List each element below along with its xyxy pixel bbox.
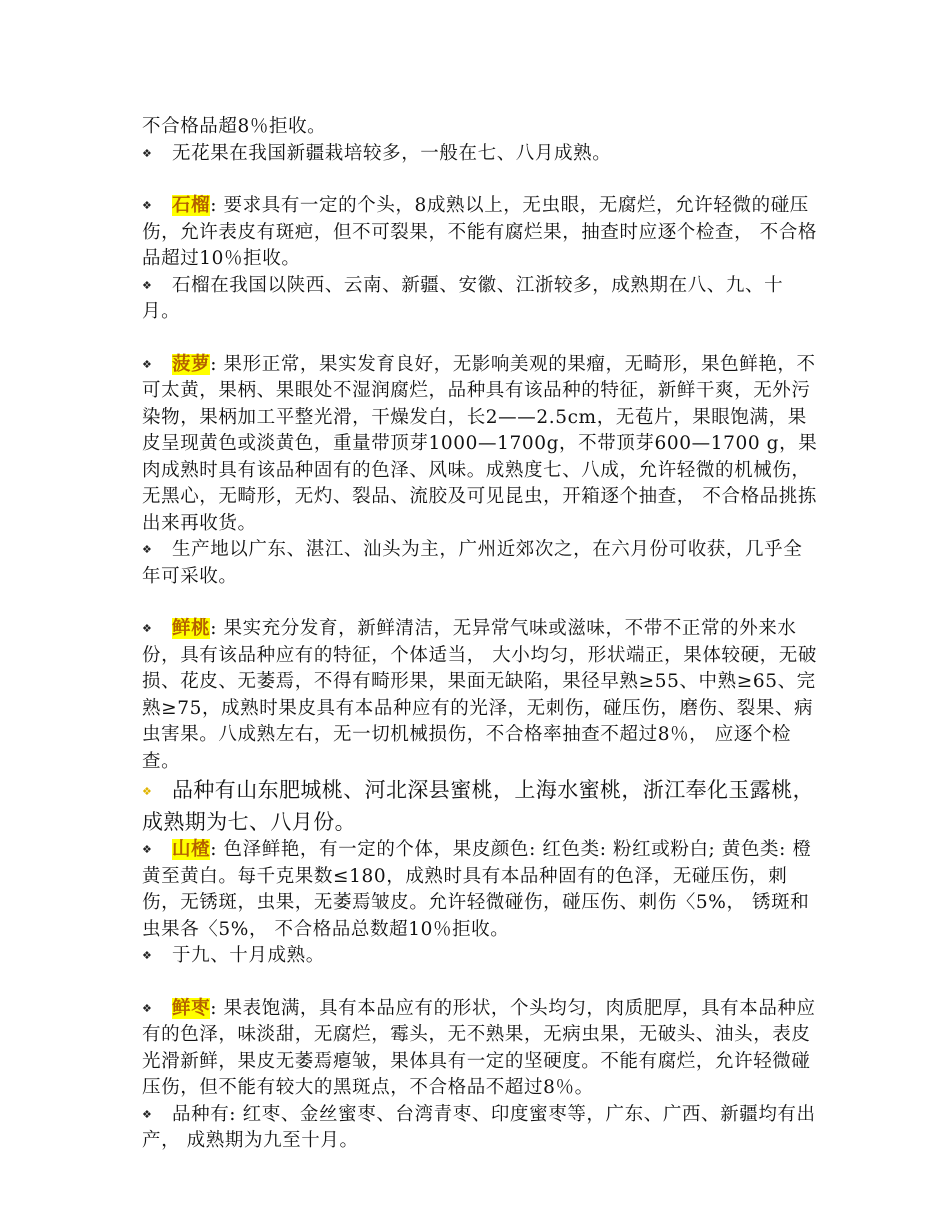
diamond-bullet-icon: ❖	[142, 785, 153, 798]
paragraph-fig-reject-note	[142, 114, 818, 141]
fruit-term-pineapple: 菠萝	[172, 353, 211, 375]
paragraph-text: : 果实充分发育，新鲜清洁，无异常气味或滋味，不带不正常的外来水份，具有该品种应有的特征，个体适当， 大小均匀，形状端正，果体较硬，无破损、花皮、无萎焉，不得有畸形果，果面无缺陷，果径早熟≥55、中熟≥65、完熟≥75，成熟时果皮具有本品种应有的光泽，无刺伤，碰压伤，磨伤、裂果、病虫害果。八成熟左右，无一切机械损伤，不合格率抽查不超过8％， 应逐个检查。	[142, 618, 817, 772]
diamond-bullet-icon: ❖	[142, 278, 153, 292]
diamond-bullet-icon: ❖	[142, 622, 153, 635]
paragraph-hawthorn-spec	[142, 837, 818, 943]
paragraph-text: : 色泽鲜艳，有一定的个体，果皮颜色: 红色类: 粉红或粉白; 黄色类: 橙黄至黄白。每千克果数≤180，成熟时具有本品种固有的色泽，无碰压伤，刺伤，无锈斑，虫果，无萎焉皱皮。允许轻微碰伤，碰压伤、刺伤〈5%， 锈斑和虫果各〈5%， 不合格品总数超10％拒收。	[142, 839, 812, 940]
paragraph-jujube-varieties	[142, 1102, 818, 1155]
diamond-bullet-icon: ❖	[142, 543, 153, 556]
document-page	[142, 114, 818, 1155]
paragraph-peach-varieties	[142, 775, 818, 837]
paragraph-text: 品种有山东肥城桃、河北深县蜜桃，上海水蜜桃，浙江奉化玉露桃，成熟期为七、八月份。	[142, 778, 814, 834]
diamond-bullet-icon: ❖	[142, 199, 153, 212]
paragraph-pineapple-spec	[142, 352, 818, 538]
diamond-bullet-icon: ❖	[142, 843, 153, 856]
fruit-term-jujube: 鲜枣	[172, 997, 211, 1019]
paragraph-text: 于九、十月成熟。	[172, 945, 325, 966]
paragraph-text: : 要求具有一定的个头，8成熟以上，无虫眼，无腐烂，允许轻微的碰压伤，允许表皮有斑疤，但不可裂果，不能有腐烂果，抽查时应逐个检查， 不合格品超过10％拒收。	[142, 195, 817, 269]
paragraph-text: : 果形正常，果实发育良好，无影响美观的果瘤，无畸形，果色鲜艳，不可太黄，果柄、果眼处不湿润腐烂，品种具有该品种的特征，新鲜干爽，无外污染物，果柄加工平整光滑，干燥发白，长2——2.5cm，无苞片，果眼饱满，果皮呈现黄色或淡黄色，重量带顶芽1000—1700g，不带顶芽600—1700 g，果肉成熟时具有该品种固有的色泽、风味。成熟度七、八成，允许轻微的机械伤，无黑心，无畸形，无灼、裂品、流胶及可见昆虫，开箱逐个抽查， 不合格品挑拣出来再收货。	[142, 353, 818, 534]
paragraph-text: 不合格品超8％拒收。	[142, 116, 327, 137]
diamond-bullet-icon: ❖	[142, 146, 153, 160]
paragraph-pineapple-origin	[142, 537, 818, 590]
fruit-term-peach: 鲜桃	[172, 618, 211, 639]
paragraph-jujube-spec	[142, 996, 818, 1102]
diamond-bullet-icon: ❖	[142, 1001, 153, 1015]
paragraph-hawthorn-season	[142, 943, 818, 970]
paragraph-text: 石榴在我国以陕西、云南、新疆、安徽、江浙较多，成熟期在八、九、十月。	[142, 274, 784, 322]
diamond-bullet-icon: ❖	[142, 357, 153, 371]
diamond-bullet-icon: ❖	[142, 1107, 153, 1121]
paragraph-peach-spec	[142, 616, 818, 775]
paragraph-text: : 果表饱满，具有本品应有的形状，个头均匀，肉质肥厚，具有本品种应有的色泽，味淡甜，无腐烂，霉头，无不熟果，无病虫果，无破头、油头，表皮光滑新鲜，果皮无萎焉瘪皱，果体具有一定的坚硬度。不能有腐烂，允许轻微碰压伤，但不能有较大的黑斑点，不合格品不超过8％。	[142, 997, 816, 1098]
paragraph-fig-origin	[142, 141, 818, 168]
paragraph-text: 生产地以广东、湛江、汕头为主，广州近郊次之，在六月份可收获，几乎全年可采收。	[142, 539, 803, 587]
fruit-term-pomegranate: 石榴	[172, 195, 211, 216]
paragraph-text: 无花果在我国新疆栽培较多，一般在七、八月成熟。	[172, 142, 612, 164]
paragraph-pomegranate-origin	[142, 273, 818, 326]
fruit-term-hawthorn: 山楂	[172, 839, 211, 860]
diamond-bullet-icon: ❖	[142, 949, 153, 962]
paragraph-text: 品种有: 红枣、金丝蜜枣、台湾青枣、印度蜜枣等，广东、广西、新疆均有出产， 成熟期为九至十月。	[142, 1103, 816, 1151]
paragraph-pomegranate-spec	[142, 193, 818, 273]
